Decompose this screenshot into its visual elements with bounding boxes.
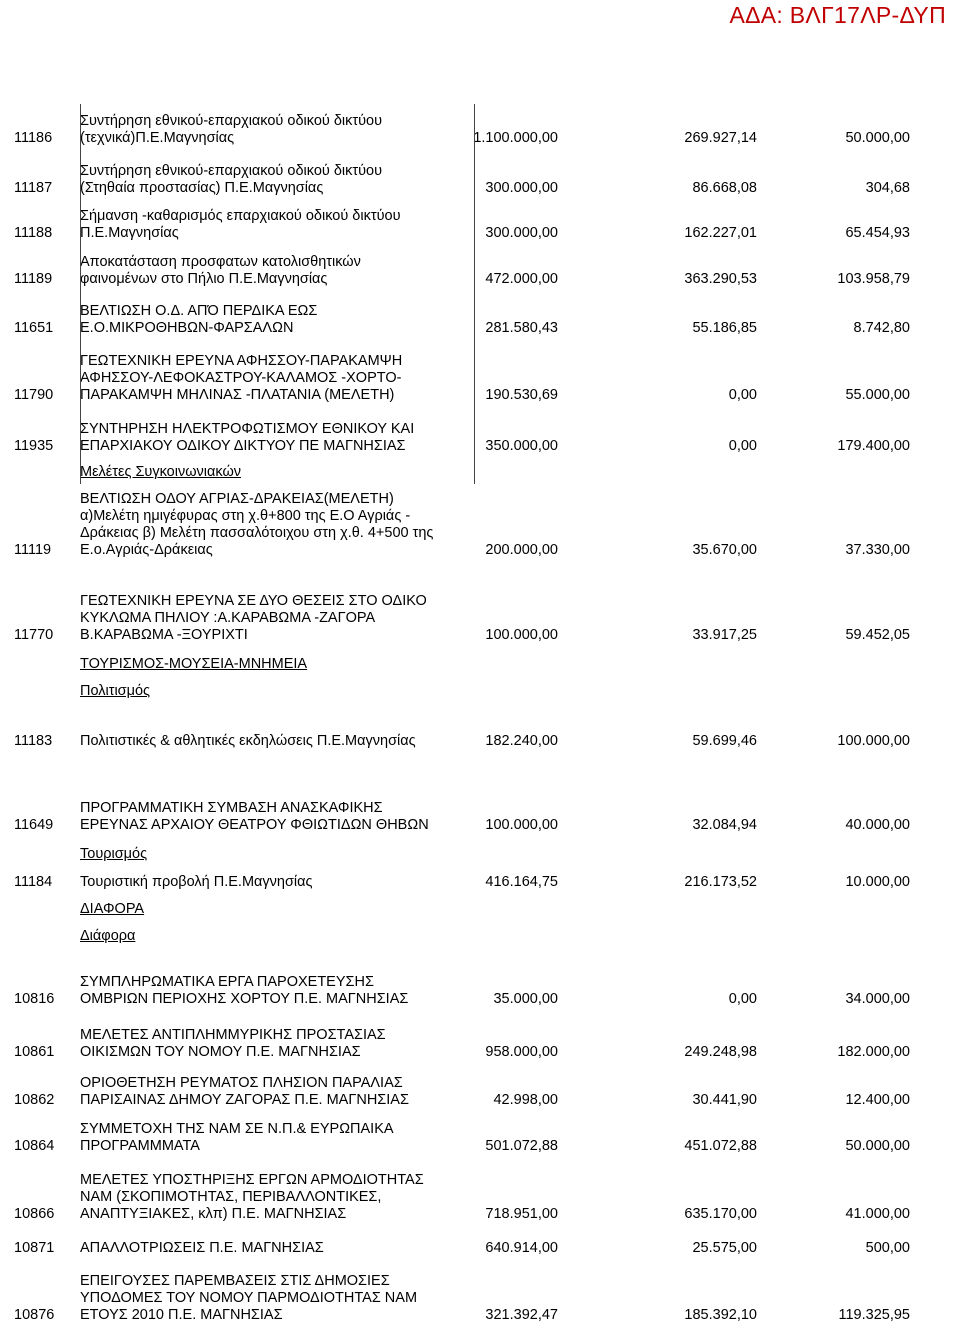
spent-amount: 451.072,88: [684, 1138, 757, 1154]
row-description-line: ΒΕΛΤΙΩΣΗ ΟΔΟΥ ΑΓΡΙΑΣ-ΔΡΑΚΕΙΑΣ(ΜΕΛΕΤΗ): [80, 491, 394, 507]
row-description-line: Ε.Ο.ΜΙΚΡΟΘΗΒΩΝ-ΦΑΡΣΑΛΩΝ: [80, 320, 294, 336]
row-code: 10876: [14, 1307, 55, 1323]
spent-amount: 33.917,25: [692, 627, 757, 643]
row-description-line: ΠΡΟΓΡΑΜΜΜΑΤΑ: [80, 1138, 200, 1154]
requested-amount: 304,68: [865, 180, 910, 196]
spent-amount: 0,00: [728, 387, 757, 403]
budget-amount: 300.000,00: [485, 180, 558, 196]
spent-amount: 0,00: [728, 991, 757, 1007]
section-heading: Μελέτες Συγκοινωνιακών: [80, 464, 242, 480]
spent-amount: 363.290,53: [684, 271, 757, 287]
spent-amount: 162.227,01: [684, 225, 757, 241]
requested-amount: 100.000,00: [837, 733, 910, 749]
row-code: 11183: [14, 733, 53, 749]
requested-amount: 8.742,80: [853, 320, 910, 336]
row-code: 11187: [14, 180, 53, 196]
row-description-line: α)Μελέτη ημιγέφυρας στη χ.θ+800 της Ε.Ο Αγριάς -: [80, 508, 411, 524]
row-description-line: ΒΕΛΤΙΩΣΗ Ο.Δ. ΑΠΌ ΠΕΡΔΙΚΑ ΕΩΣ: [80, 303, 318, 319]
spent-amount: 0,00: [728, 438, 757, 454]
row-code: 11189: [14, 271, 53, 287]
row-description-line: Αποκατάσταση προσφατων κατολισθητικών: [80, 254, 361, 270]
requested-amount: 37.330,00: [845, 542, 910, 558]
requested-amount: 500,00: [865, 1240, 910, 1256]
budget-amount: 350.000,00: [485, 438, 558, 454]
requested-amount: 182.000,00: [837, 1044, 910, 1060]
requested-amount: 41.000,00: [845, 1206, 910, 1222]
budget-amount: 100.000,00: [485, 627, 558, 643]
row-description-line: (τεχνικά)Π.Ε.Μαγνησίας: [80, 130, 235, 146]
row-description-line: ΓΕΩΤΕΧΝΙΚΗ ΕΡΕΥΝΑ ΑΦΗΣΣΟΥ-ΠΑΡΑΚΑΜΨΗ: [80, 353, 403, 369]
section-heading: Τουρισμός: [80, 846, 148, 862]
spent-amount: 32.084,94: [692, 817, 757, 833]
row-description-line: ΜΕΛΕΤΕΣ ΥΠΟΣΤΗΡΙΞΗΣ ΕΡΓΩΝ ΑΡΜΟΔΙΟΤΗΤΑΣ: [80, 1172, 424, 1188]
row-code: 10864: [14, 1138, 55, 1154]
requested-amount: 59.452,05: [845, 627, 910, 643]
spent-amount: 55.186,85: [692, 320, 757, 336]
row-description-line: ΕΠΕΙΓΟΥΣΕΣ ΠΑΡΕΜΒΑΣΕΙΣ ΣΤΙΣ ΔΗΜΟΣΙΕΣ: [80, 1273, 390, 1289]
budget-amount: 640.914,00: [485, 1240, 558, 1256]
spent-amount: 216.173,52: [684, 874, 757, 890]
budget-amount: 35.000,00: [493, 991, 558, 1007]
budget-amount: 281.580,43: [485, 320, 558, 336]
row-code: 10816: [14, 991, 55, 1007]
table-rule: [474, 104, 475, 484]
row-code: 11186: [14, 130, 53, 146]
row-description-line: Συντήρηση εθνικού-επαρχιακού οδικού δικτύου: [80, 113, 383, 129]
row-description-line: ΚΥΚΛΩΜΑ ΠΗΛΙΟΥ :Α.ΚΑΡΑΒΩΜΑ -ΖΑΓΟΡΑ: [80, 610, 376, 626]
row-code: 10866: [14, 1206, 55, 1222]
row-description-line: Β.ΚΑΡΑΒΩΜΑ -ΞΟΥΡΙΧΤΙ: [80, 627, 248, 643]
spent-amount: 185.392,10: [684, 1307, 757, 1323]
budget-amount: 958.000,00: [485, 1044, 558, 1060]
requested-amount: 65.454,93: [845, 225, 910, 241]
row-description-line: Σήμανση -καθαρισμός επαρχιακού οδικού δικτύου: [80, 208, 401, 224]
row-code: 11935: [14, 438, 54, 454]
requested-amount: 12.400,00: [845, 1092, 910, 1108]
row-description-line: ΜΕΛΕΤΕΣ ΑΝΤΙΠΛΗΜΜΥΡΙΚΗΣ ΠΡΟΣΤΑΣΙΑΣ: [80, 1027, 386, 1043]
budget-amount: 190.530,69: [485, 387, 558, 403]
row-description-line: Συντήρηση εθνικού-επαρχιακού οδικού δικτύου: [80, 163, 383, 179]
row-description-line: φαινομένων στο Πήλιο Π.Ε.Μαγνησίας: [80, 271, 328, 287]
requested-amount: 50.000,00: [845, 1138, 910, 1154]
row-description-line: ΟΡΙΟΘΕΤΗΣΗ ΡΕΥΜΑΤΟΣ ΠΛΗΣΙΟΝ ΠΑΡΑΛΙΑΣ: [80, 1075, 403, 1091]
budget-amount: 416.164,75: [485, 874, 558, 890]
row-description-line: ΕΠΑΡΧΙΑΚΟΥ ΟΔΙΚΟΥ ΔΙΚΤΥΟΥ ΠΕ ΜΑΓΝΗΣΙΑΣ: [80, 438, 406, 454]
row-description-line: ΕΤΟΥΣ 2010 Π.Ε. ΜΑΓΝΗΣΙΑΣ: [80, 1307, 283, 1323]
budget-amount: 1.100.000,00: [473, 130, 558, 146]
spent-amount: 59.699,46: [692, 733, 757, 749]
row-description-line: Π.Ε.Μαγνησίας: [80, 225, 179, 241]
requested-amount: 50.000,00: [845, 130, 910, 146]
row-code: 11790: [14, 387, 54, 403]
row-description-line: ΣΥΝΤΗΡΗΣΗ ΗΛΕΚΤΡΟΦΩΤΙΣΜΟΥ ΕΘΝΙΚΟΥ ΚΑΙ: [80, 421, 415, 437]
spent-amount: 86.668,08: [692, 180, 757, 196]
spent-amount: 30.441,90: [692, 1092, 757, 1108]
row-code: 11188: [14, 225, 53, 241]
row-description-line: ΝΑΜ (ΣΚΟΠΙΜΟΤΗΤΑΣ, ΠΕΡΙΒΑΛΛΟΝΤΙΚΕΣ,: [80, 1189, 382, 1205]
budget-amount: 718.951,00: [485, 1206, 558, 1222]
spent-amount: 635.170,00: [684, 1206, 757, 1222]
row-code: 11649: [14, 817, 54, 833]
requested-amount: 55.000,00: [845, 387, 910, 403]
row-description-line: ΑΝΑΠΤΥΞΙΑΚΕΣ, κλπ) Π.Ε. ΜΑΓΝΗΣΙΑΣ: [80, 1206, 347, 1222]
requested-amount: 10.000,00: [845, 874, 910, 890]
row-description-line: ΣΥΜΜΕΤΟΧΗ ΤΗΣ ΝΑΜ ΣΕ Ν.Π.& ΕΥΡΩΠΑΙΚΑ: [80, 1121, 394, 1137]
requested-amount: 40.000,00: [845, 817, 910, 833]
row-description-line: (Στηθαία προστασίας) Π.Ε.Μαγνησίας: [80, 180, 324, 196]
spent-amount: 249.248,98: [684, 1044, 757, 1060]
row-code: 11119: [14, 542, 52, 558]
row-description-line: ΠΑΡΑΚΑΜΨΗ ΜΗΛΙΝΑΣ -ΠΛΑΤΑΝΙΑ (ΜΕΛΕΤΗ): [80, 387, 395, 403]
budget-amount: 501.072,88: [485, 1138, 558, 1154]
section-heading: ΔΙΑΦΟΡΑ: [80, 901, 145, 917]
budget-amount: 321.392,47: [485, 1307, 558, 1323]
row-description-line: Δράκειας β) Μελέτη πασσαλότοιχου στη χ.θ. 4+500 της: [80, 525, 434, 541]
row-code: 10861: [14, 1044, 55, 1060]
row-description-line: ΥΠΟΔΟΜΕΣ ΤΟΥ ΝΟΜΟΥ ΠΑΡΜΟΔΙΟΤΗΤΑΣ ΝΑΜ: [80, 1290, 418, 1306]
row-description-line: Ε.ο.Αγριάς-Δράκειας: [80, 542, 213, 558]
requested-amount: 119.325,95: [838, 1307, 910, 1323]
section-heading: ΤΟΥΡΙΣΜΟΣ-ΜΟΥΣΕΙΑ-ΜΝΗΜΕΙΑ: [80, 656, 308, 672]
table-rule: [80, 104, 81, 484]
spent-amount: 35.670,00: [692, 542, 757, 558]
budget-amount: 472.000,00: [485, 271, 558, 287]
budget-amount: 100.000,00: [485, 817, 558, 833]
budget-amount: 300.000,00: [485, 225, 558, 241]
requested-amount: 179.400,00: [837, 438, 910, 454]
section-heading: Πολιτισμός: [80, 683, 151, 699]
row-description-line: ΑΦΗΣΣΟΥ-ΛΕΦΟΚΑΣΤΡΟΥ-ΚΑΛΑΜΟΣ -ΧΟΡΤΟ-: [80, 370, 402, 386]
requested-amount: 34.000,00: [845, 991, 910, 1007]
row-description-line: ΟΜΒΡΙΩΝ ΠΕΡΙΟΧΗΣ ΧΟΡΤΟΥ Π.Ε. ΜΑΓΝΗΣΙΑΣ: [80, 991, 409, 1007]
row-description-line: ΑΠΑΛΛΟΤΡΙΩΣΕΙΣ Π.Ε. ΜΑΓΝΗΣΙΑΣ: [80, 1240, 324, 1256]
row-description-line: Πολιτιστικές & αθλητικές εκδηλώσεις Π.Ε.Μαγνησίας: [80, 733, 416, 749]
row-code: 11770: [14, 627, 54, 643]
spent-amount: 25.575,00: [692, 1240, 757, 1256]
budget-amount: 42.998,00: [493, 1092, 558, 1108]
row-description-line: ΟΙΚΙΣΜΩΝ ΤΟΥ ΝΟΜΟΥ Π.Ε. ΜΑΓΝΗΣΙΑΣ: [80, 1044, 361, 1060]
budget-amount: 200.000,00: [485, 542, 558, 558]
row-description-line: ΣΥΜΠΛΗΡΩΜΑΤΙΚΑ ΕΡΓΑ ΠΑΡΟΧΕΤΕΥΣΗΣ: [80, 974, 374, 990]
row-code: 11651: [14, 320, 54, 336]
ada-code: ΑΔΑ: ΒΛΓ17ΛΡ-ΔΥΠ: [729, 2, 946, 28]
row-description-line: ΠΑΡΙΣΑΙΝΑΣ ΔΗΜΟΥ ΖΑΓΟΡΑΣ Π.Ε. ΜΑΓΝΗΣΙΑΣ: [80, 1092, 409, 1108]
section-heading: Διάφορα: [80, 928, 136, 944]
row-code: 10871: [14, 1240, 55, 1256]
spent-amount: 269.927,14: [684, 130, 757, 146]
row-description-line: ΓΕΩΤΕΧΝΙΚΗ ΕΡΕΥΝΑ ΣΕ ΔΥΟ ΘΕΣΕΙΣ ΣΤΟ ΟΔΙΚΟ: [80, 593, 427, 609]
row-code: 10862: [14, 1092, 55, 1108]
row-description-line: ΠΡΟΓΡΑΜΜΑΤΙΚΗ ΣΥΜΒΑΣΗ ΑΝΑΣΚΑΦΙΚΗΣ: [80, 800, 383, 816]
row-code: 11184: [14, 874, 53, 890]
row-description-line: ΕΡΕΥΝΑΣ ΑΡΧΑΙΟΥ ΘΕΑΤΡΟΥ ΦΘΙΩΤΙΔΩΝ ΘΗΒΩΝ: [80, 817, 429, 833]
budget-amount: 182.240,00: [485, 733, 558, 749]
requested-amount: 103.958,79: [837, 271, 910, 287]
row-description-line: Τουριστική προβολή Π.Ε.Μαγνησίας: [80, 874, 313, 890]
